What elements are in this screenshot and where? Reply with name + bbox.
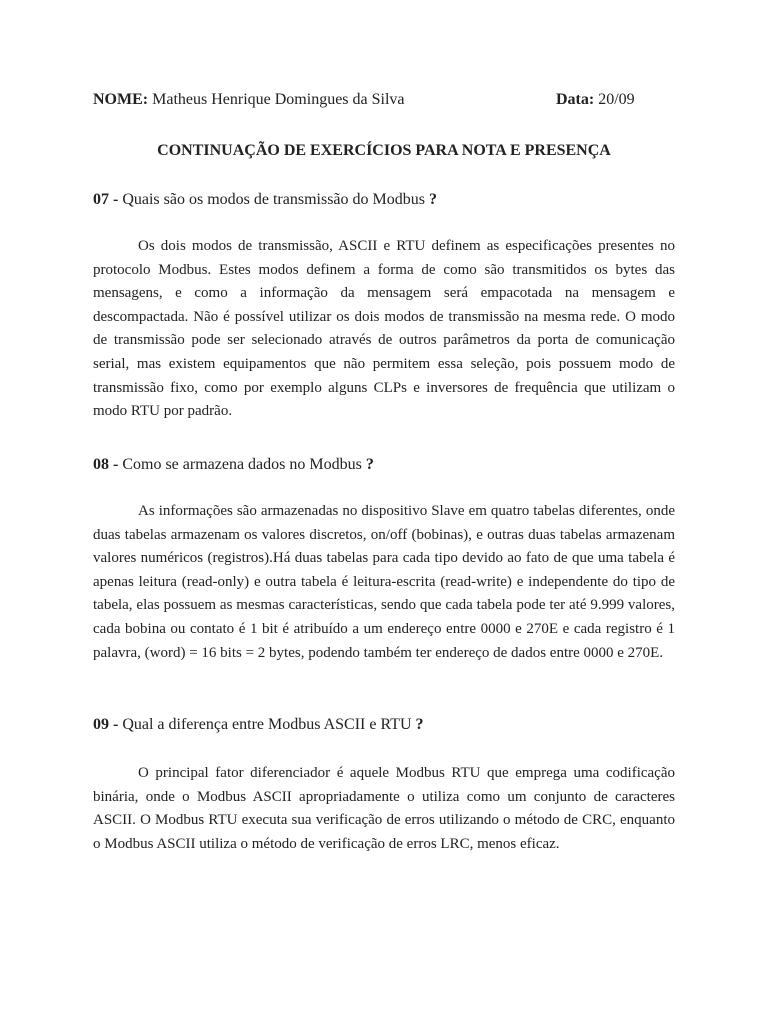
question-number: 09 - [93, 716, 119, 733]
question-number: 08 - [93, 456, 119, 473]
question-mark: ? [415, 716, 424, 733]
question-text: Quais são os modos de transmissão do Modbus [122, 191, 425, 208]
name-value: Matheus Henrique Domingues da Silva [152, 91, 405, 108]
question-07 [93, 188, 675, 212]
date-label: Data: [556, 91, 595, 108]
name-field [93, 91, 405, 108]
header-line [93, 88, 675, 112]
date-value: 20/09 [598, 91, 635, 108]
date-field [556, 88, 635, 112]
question-mark: ? [428, 191, 437, 208]
answer-07: Os dois modos de transmissão, ASCII e RTU definem as especificações presentes no protocolo Modbus. Estes modos definem a forma de como são transmitidos os bytes das mensagens, e como a informação da mensagem será empacotada na mensagem e descompactada. Não é possível utilizar os dois modos de transmissão na mesma rede. O modo de transmissão pode ser selecionado através de outros parâmetros da porta de comunicação serial, mas existem equipamentos que não permitem essa seleção, pois possuem modo de transmissão fixo, como por exemplo alguns CLPs e inversores de frequência que utilizam o modo RTU por padrão. [93, 238, 675, 420]
question-text: Como se armazena dados no Modbus [122, 456, 362, 473]
question-mark: ? [365, 456, 374, 473]
question-text: Qual a diferença entre Modbus ASCII e RTU [122, 716, 412, 733]
name-label: NOME: [93, 91, 149, 108]
answer-08: As informações são armazenadas no dispositivo Slave em quatro tabelas diferentes, onde duas tabelas armazenam os valores discretos, on/off (bobinas), e outras duas tabelas armazenam valores numéricos (registros).Há duas tabelas para cada tipo devido ao fato de que uma tabela é apenas leitura (read-only) e outra tabela é leitura-escrita (read-write) e independente do tipo de tabela, elas possuem as mesmas características, sendo que cada tabela pode ter até 9.999 valores, cada bobina ou contato é 1 bit é atribuído a um endereço entre 0000 e 270E e cada registro é 1 palavra, (word) = 16 bits = 2 bytes, podendo também ter endereço de dados entre 0000 e 270E. [93, 503, 675, 661]
page-title: CONTINUAÇÃO DE EXERCÍCIOS PARA NOTA E PRESENÇA [157, 142, 611, 159]
question-09 [93, 713, 675, 737]
answer-09: O principal fator diferenciador é aquele Modbus RTU que emprega uma codificação binária, onde o Modbus ASCII apropriadamente o utiliza como um conjunto de caracteres ASCII. O Modbus RTU executa sua verificação de erros utilizando o método de CRC, enquanto o Modbus ASCII utiliza o método de verificação de erros LRC, menos eficaz. [93, 765, 675, 852]
question-number: 07 - [93, 191, 119, 208]
question-08 [93, 453, 675, 477]
